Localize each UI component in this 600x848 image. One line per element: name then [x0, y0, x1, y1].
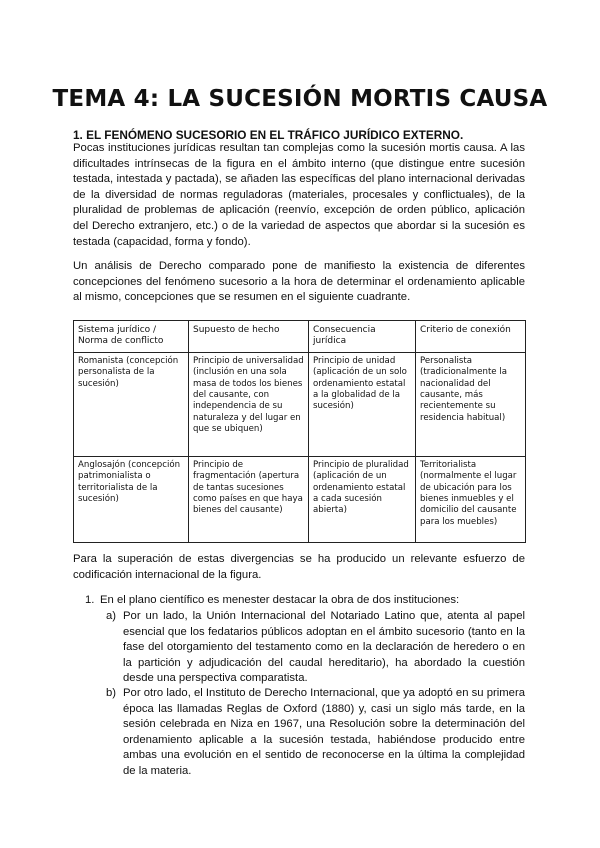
table-cell: Principio de unidad (aplicación de un solo ordenamiento estatal a la globalidad de la sucesión) [309, 352, 416, 456]
table-header-cell: Criterio de conexión [416, 321, 526, 353]
section-heading: 1. EL FENÓMENO SUCESORIO EN EL TRÁFICO JURÍDICO EXTERNO. [73, 128, 464, 142]
table-header-cell: Sistema jurídico / Norma de conflicto [74, 321, 189, 353]
list-item-text: Por otro lado, el Instituto de Derecho Internacional, que ya adoptó en su primera época las llamadas Reglas de Oxford (1880) y, casi un siglo más tarde, en la sesión celebrada en Niza en 1967, una Resolución sobre la determinación del ordenamiento aplicable a la sucesión testada, habiéndose producido entre ambas una evolución en el sentido de reconocerse en la última la complejidad de la materia. [123, 687, 525, 777]
list-item [106, 686, 525, 780]
list-item-marker: a) [106, 610, 117, 622]
list-item-text: Por un lado, la Unión Internacional del Notariado Latino que, atenta al papel esencial que los fedatarios públicos adoptan en el ámbito sucesorio (tanto en la fase del otorgamiento del testamento como en la declaración de heredero o en la partición y adjudicación del caudal hereditario), ha abordado la cuestión desde una perspectiva comparatista. [123, 610, 525, 685]
list-item-marker: b) [106, 687, 117, 699]
table-header-cell: Consecuencia jurídica [309, 321, 416, 353]
table-cell: Romanista (concepción personalista de la sucesión) [74, 352, 189, 456]
table-cell: Anglosajón (concepción patrimonialista o territorialista de la sucesión) [74, 456, 189, 542]
table-row [74, 352, 526, 456]
table-cell: Principio de pluralidad (aplicación de un ordenamiento estatal a cada sucesión abierta) [309, 456, 416, 542]
list-intro: En el plano científico es menester destacar la obra de dos instituciones: [100, 594, 460, 606]
table-header-row [74, 321, 526, 353]
table-cell: Principio de fragmentación (apertura de tantas sucesiones como países en que haya bienes del causante) [189, 456, 309, 542]
table-header-cell: Supuesto de hecho [189, 321, 309, 353]
paragraph-comparative: Un análisis de Derecho comparado pone de manifiesto la existencia de diferentes concepciones del fenómeno sucesorio a la hora de determinar el ordenamiento aplicable al mismo, concepciones que se resumen en el siguiente cuadrante. [73, 260, 525, 304]
table-cell: Principio de universalidad (inclusión en una sola masa de todos los bienes del causante, con independencia de su naturaleza y del lugar en que se ubiquen) [189, 352, 309, 456]
table-row [74, 456, 526, 542]
paragraph-intro: Pocas instituciones jurídicas resultan tan complejas como la sucesión mortis causa. A las dificultades intrínsecas de la figura en el ámbito interno (que distingue entre sucesión testada, intestada y pactada), se añaden las específicas del plano internacional derivadas de la diversidad de normas reguladoras (materiales, procesales y conflictuales), de la pluralidad de problemas de aplicación (reenvío, excepción de orden público, aplicación del Derecho extranjero, etc.) o de la variedad de aspectos que abordar si la sucesión es testada (capacidad, forma y fondo). [73, 142, 525, 248]
list-number: 1. [85, 594, 95, 606]
list-item [106, 609, 525, 687]
comparison-table [73, 320, 526, 543]
table-cell: Territorialista (normalmente el lugar de ubicación para los bienes inmuebles y el domicilio del causante para los muebles) [416, 456, 526, 542]
table-cell: Personalista (tradicionalmente la nacionalidad del causante, más recientemente su residencia habitual) [416, 352, 526, 456]
paragraph-codification: Para la superación de estas divergencias se ha producido un relevante esfuerzo de codificación internacional de la figura. [73, 553, 525, 581]
page-title: TEMA 4: LA SUCESIÓN MORTIS CAUSA [52, 86, 548, 112]
